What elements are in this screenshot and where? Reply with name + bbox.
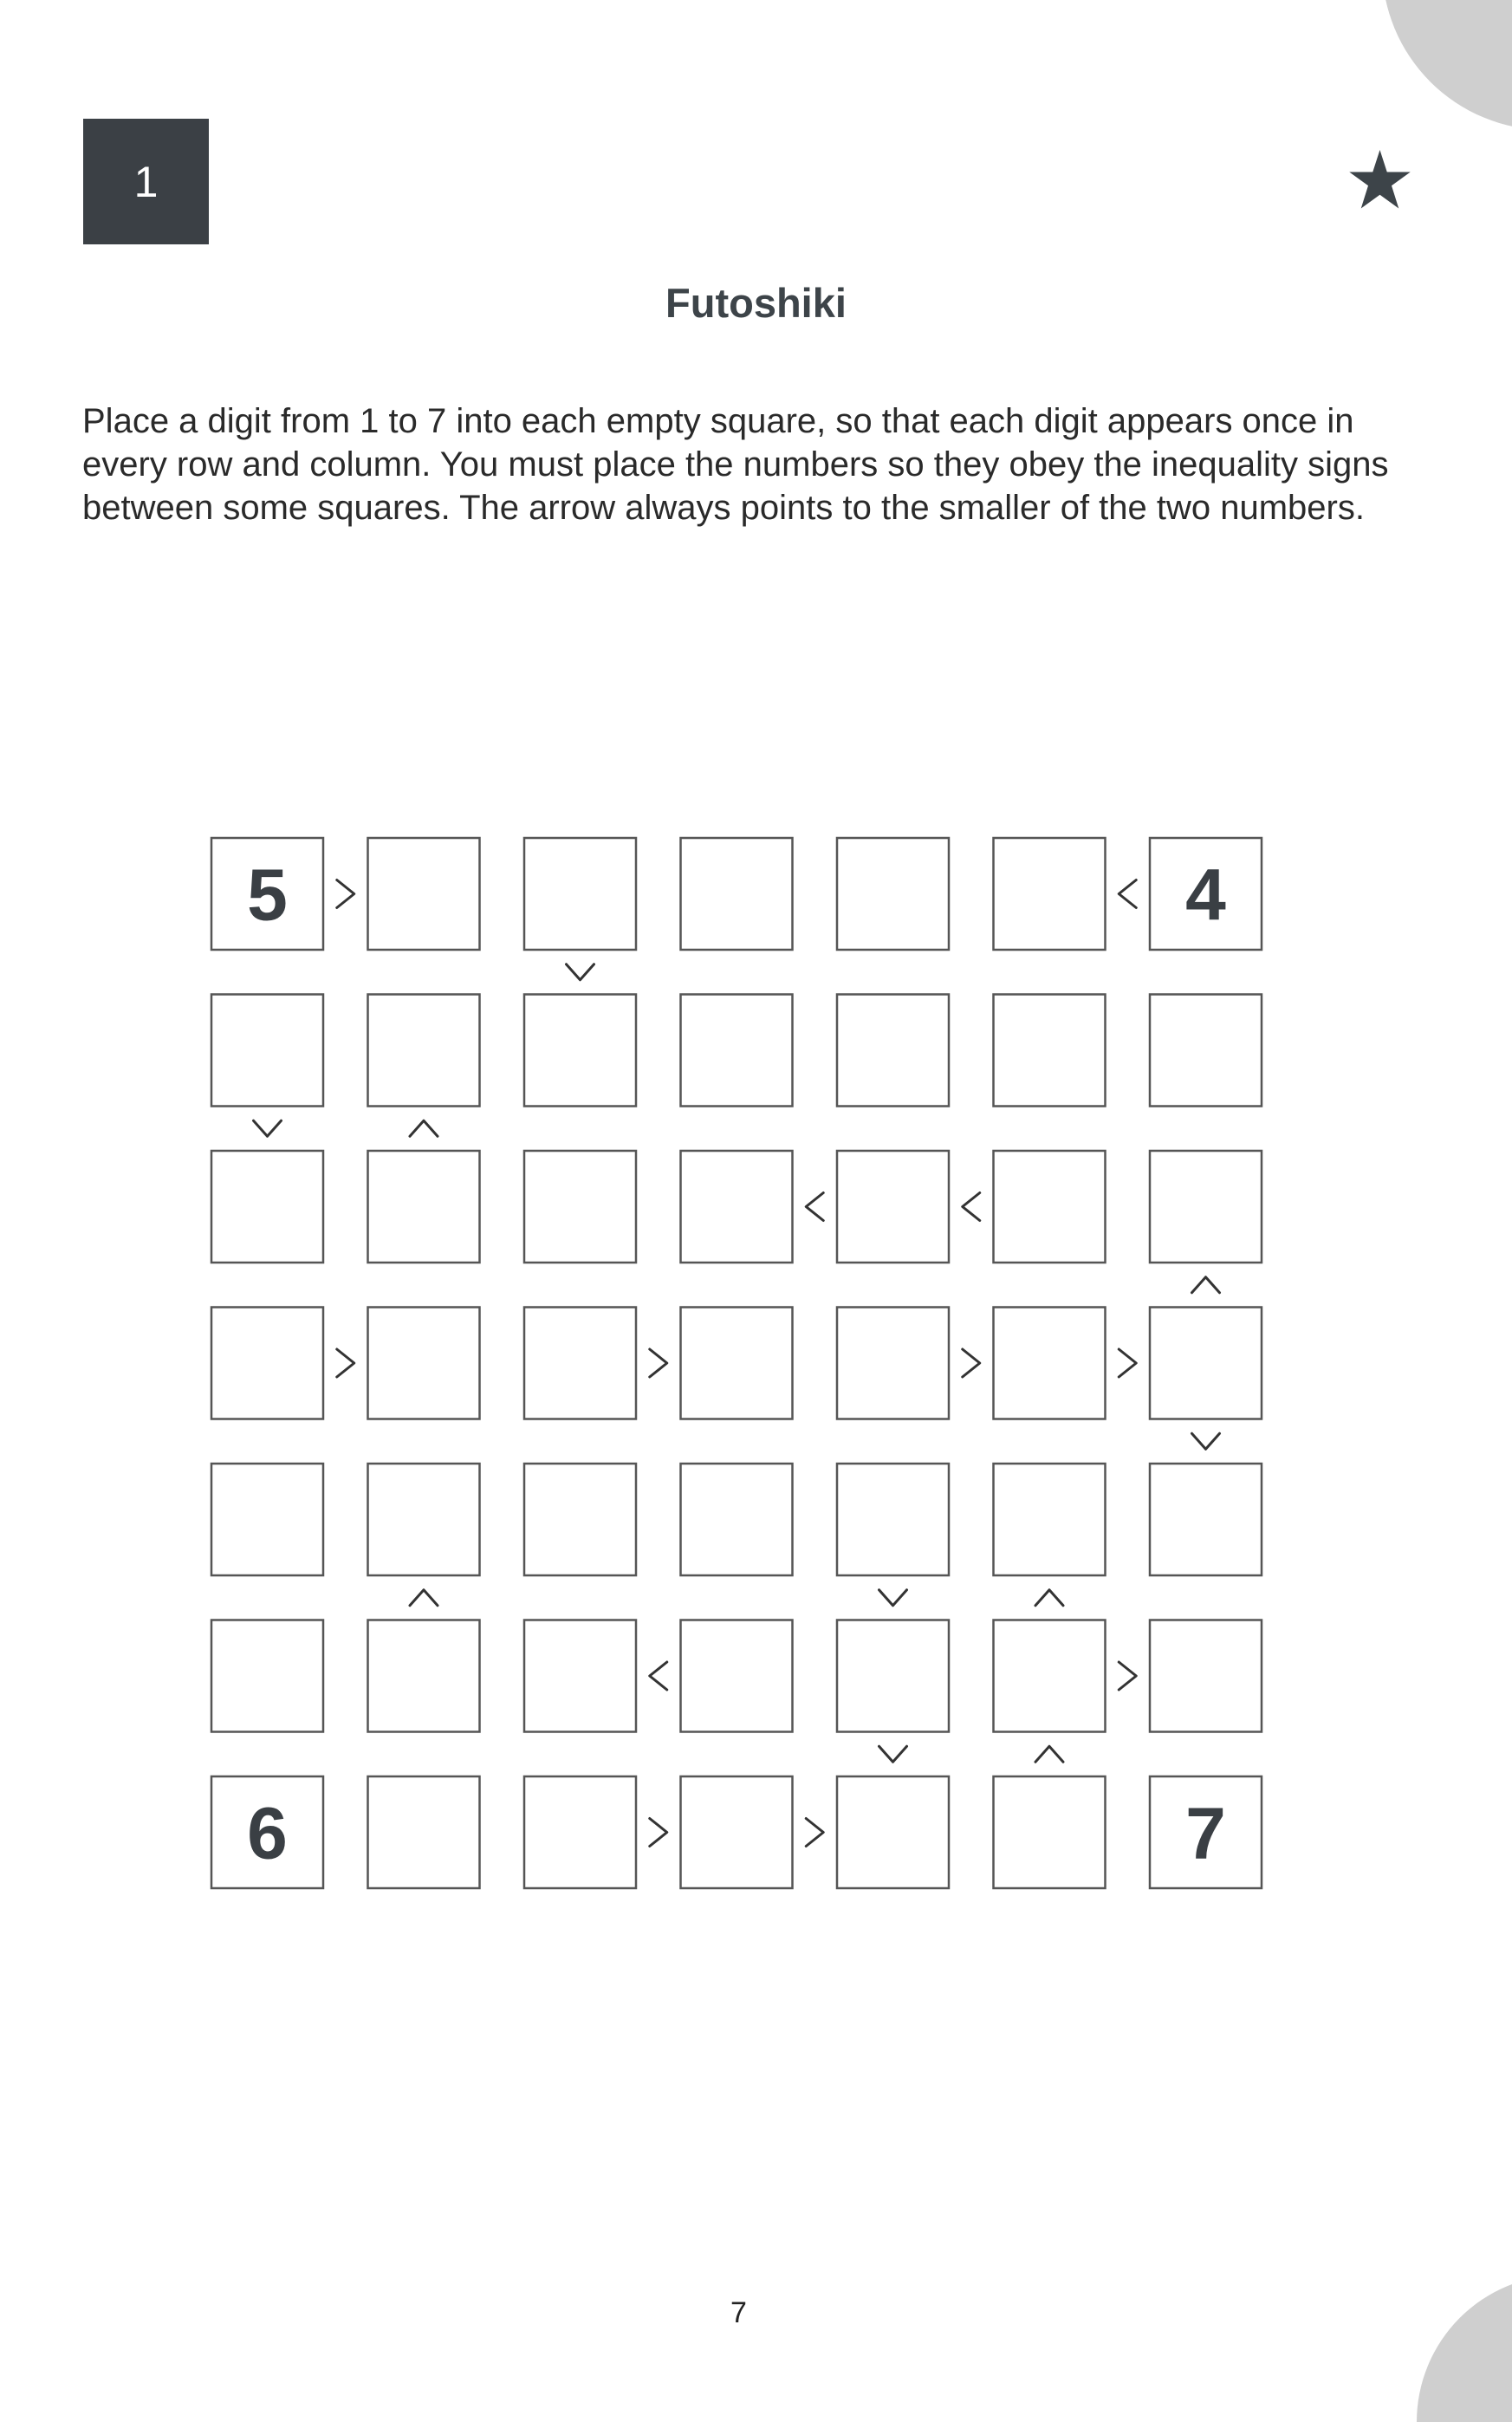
grid-cell[interactable]	[681, 838, 793, 950]
up-arrow-sign	[1192, 1277, 1220, 1293]
grid-cell[interactable]	[681, 1308, 793, 1419]
down-arrow-sign	[567, 964, 594, 980]
down-arrow-sign	[254, 1120, 282, 1136]
grid-cell[interactable]	[837, 1151, 949, 1263]
given-digit: 6	[247, 1792, 288, 1874]
greater-than-sign	[650, 1349, 667, 1377]
grid-cell[interactable]	[368, 838, 480, 950]
grid-cell[interactable]	[211, 1620, 323, 1732]
grid-cell[interactable]	[524, 1620, 636, 1732]
grid-cell[interactable]	[837, 995, 949, 1107]
grid-cell[interactable]	[524, 995, 636, 1107]
grid-cell[interactable]	[1150, 1151, 1262, 1263]
greater-than-sign	[337, 880, 354, 908]
grid-cell[interactable]	[368, 1776, 480, 1888]
given-digit: 7	[1185, 1792, 1226, 1874]
grid-cell[interactable]	[681, 1620, 793, 1732]
page-title: Futoshiki	[665, 280, 847, 326]
grid-cell[interactable]	[524, 1151, 636, 1263]
less-than-sign	[806, 1193, 823, 1221]
grid-cell[interactable]	[524, 1308, 636, 1419]
grid-cell[interactable]	[681, 1151, 793, 1263]
less-than-sign	[650, 1662, 667, 1690]
grid-cell[interactable]	[837, 1776, 949, 1888]
up-arrow-sign	[410, 1590, 438, 1606]
grid-cell[interactable]	[837, 1308, 949, 1419]
grid-cell[interactable]	[1150, 1308, 1262, 1419]
grid-cell[interactable]	[368, 1464, 480, 1575]
grid-cell[interactable]	[1150, 995, 1262, 1107]
grid-cell[interactable]	[837, 838, 949, 950]
grid-cell[interactable]	[211, 1151, 323, 1263]
up-arrow-sign	[410, 1120, 438, 1136]
grid-cell[interactable]	[994, 1151, 1106, 1263]
grid-cell[interactable]	[994, 1308, 1106, 1419]
grid-cell[interactable]	[1150, 1464, 1262, 1575]
grid-cell[interactable]	[524, 1464, 636, 1575]
greater-than-sign	[337, 1349, 354, 1377]
grid-cell[interactable]	[994, 1620, 1106, 1732]
grid-cell[interactable]	[681, 1464, 793, 1575]
less-than-sign	[963, 1193, 980, 1221]
up-arrow-sign	[1035, 1590, 1063, 1606]
grid-cell[interactable]	[681, 995, 793, 1107]
grid-cell[interactable]	[368, 1151, 480, 1263]
greater-than-sign	[650, 1819, 667, 1847]
grid-cell[interactable]	[368, 1308, 480, 1419]
grid-cell[interactable]	[211, 1464, 323, 1575]
grid-cell[interactable]	[837, 1620, 949, 1732]
grid-cell[interactable]	[524, 1776, 636, 1888]
grid-cell[interactable]	[994, 995, 1106, 1107]
down-arrow-sign	[879, 1590, 907, 1606]
up-arrow-sign	[1035, 1746, 1063, 1762]
grid-cell[interactable]	[368, 995, 480, 1107]
grid-cell[interactable]	[1150, 1620, 1262, 1732]
grid-cell[interactable]	[211, 1308, 323, 1419]
grid-cell[interactable]	[368, 1620, 480, 1732]
given-digit: 5	[247, 854, 288, 936]
grid-cell[interactable]	[994, 1776, 1106, 1888]
greater-than-sign	[806, 1819, 823, 1847]
grid-cell[interactable]	[681, 1776, 793, 1888]
less-than-sign	[1119, 880, 1136, 908]
instructions-text: Place a digit from 1 to 7 into each empty square, so that each digit appears once in every row and column. You must place the numbers so they obey the inequality signs between some squares. The arrow always points to the smaller of the two numbers.	[82, 402, 1389, 527]
given-digit: 4	[1185, 854, 1226, 936]
down-arrow-sign	[1192, 1433, 1220, 1449]
greater-than-sign	[1119, 1349, 1136, 1377]
greater-than-sign	[963, 1349, 980, 1377]
puzzle-number: 1	[133, 157, 159, 206]
greater-than-sign	[1119, 1662, 1136, 1690]
grid-cell[interactable]	[994, 1464, 1106, 1575]
down-arrow-sign	[879, 1746, 907, 1762]
grid-cell[interactable]	[837, 1464, 949, 1575]
grid-cell[interactable]	[524, 838, 636, 950]
grid-cell[interactable]	[211, 995, 323, 1107]
page-number: 7	[730, 2296, 747, 2329]
grid-cell[interactable]	[994, 838, 1106, 950]
